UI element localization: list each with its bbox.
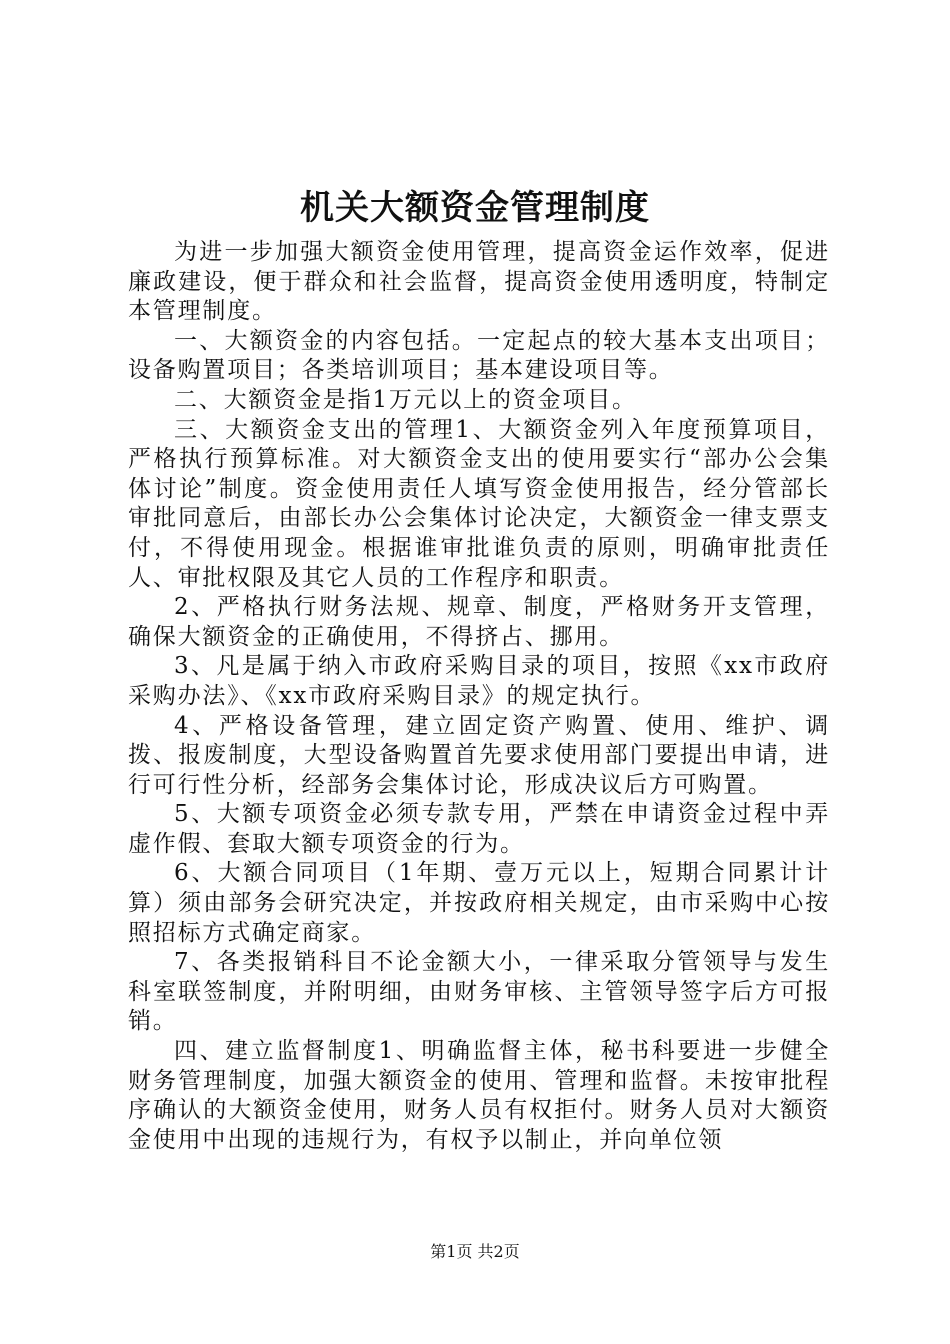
paragraph-item-2: 2、严格执行财务法规、规章、制度，严格财务开支管理，确保大额资金的正确使用，不得挤占、挪用。 — [128, 594, 830, 650]
document-body — [128, 238, 830, 1155]
paragraph-section-4: 四、建立监督制度1、明确监督主体，秘书科要进一步健全财务管理制度，加强大额资金的使用、管理和监督。未按审批程序确认的大额资金使用，财务人员有权拒付。财务人员对大额资金使用中出现的违规行为，有权予以制止，并向单位领 — [128, 1038, 830, 1153]
page-number-footer: 第1页 共2页 — [430, 1242, 520, 1261]
paragraph-item-3: 3、凡是属于纳入市政府采购目录的项目，按照《xx市政府采购办法》、《xx市政府采购目录》的规定执行。 — [128, 653, 830, 709]
paragraph-item-5: 5、大额专项资金必须专款专用，严禁在申请资金过程中弄虚作假、套取大额专项资金的行为。 — [128, 801, 830, 857]
paragraph-section-2: 二、大额资金是指1万元以上的资金项目。 — [174, 386, 637, 413]
paragraph-intro: 为进一步加强大额资金使用管理，提高资金运作效率，促进廉政建设，便于群众和社会监督，提高资金使用透明度，特制定本管理制度。 — [128, 239, 830, 325]
paragraph-item-4: 4、严格设备管理，建立固定资产购置、使用、维护、调拨、报废制度，大型设备购置首先要求使用部门要提出申请，进行可行性分析，经部务会集体讨论，形成决议后方可购置。 — [128, 712, 830, 798]
paragraph-section-3: 三、大额资金支出的管理1、大额资金列入年度预算项目，严格执行预算标准。对大额资金支出的使用要实行“部办公会集体讨论”制度。资金使用责任人填写资金使用报告，经分管部长审批同意后，由部长办公会集体讨论决定，大额资金一律支票支付，不得使用现金。根据谁审批谁负责的原则，明确审批责任人、审批权限及其它人员的工作程序和职责。 — [128, 416, 830, 591]
paragraph-item-7: 7、各类报销科目不论金额大小，一律采取分管领导与发生科室联签制度，并附明细，由财务审核、主管领导签字后方可报销。 — [128, 949, 830, 1035]
document-title: 机关大额资金管理制度 — [300, 188, 650, 228]
paragraph-item-6: 6、大额合同项目（1年期、壹万元以上，短期合同累计计算）须由部务会研究决定，并按政府相关规定，由市采购中心按照招标方式确定商家。 — [128, 860, 830, 946]
paragraph-section-1: 一、大额资金的内容包括。一定起点的较大基本支出项目；设备购置项目；各类培训项目；基本建设项目等。 — [128, 327, 830, 384]
